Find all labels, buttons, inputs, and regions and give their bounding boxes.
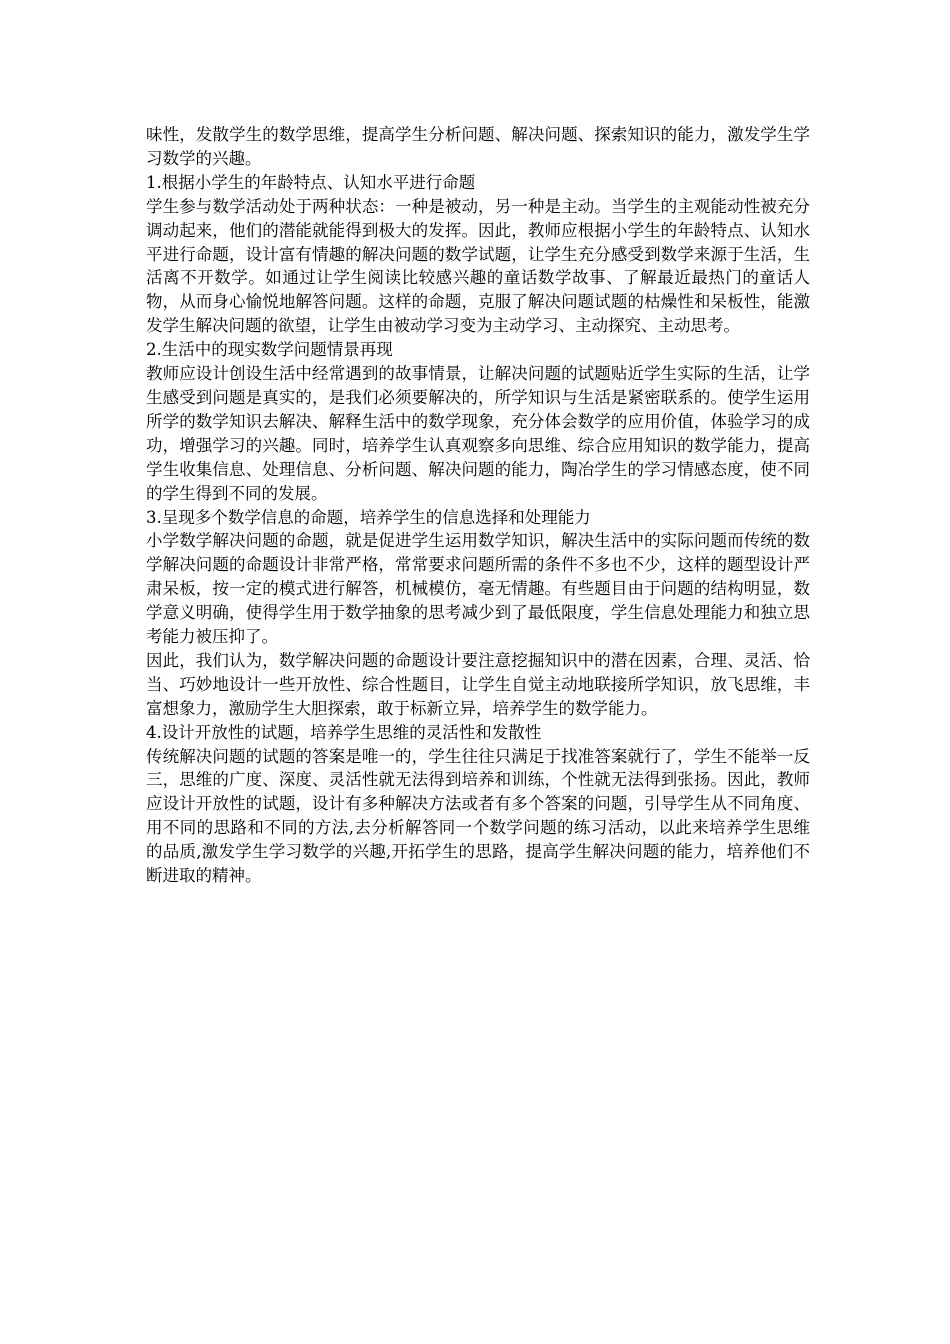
- paragraph-section-1: 学生参与数学活动处于两种状态：一种是被动，另一种是主动。当学生的主观能动性被充分调动起来，他们的潜能就能得到极大的发挥。因此，教师应根据小学生的年龄特点、认知水平进行命题，设计富有情趣的解决问题的数学试题，让学生充分感受到数学来源于生活，生活离不开数学。如通过让学生阅读比较感兴趣的童话数学故事、了解最近最热门的童话人物，从而身心愉悦地解答问题。这样的命题，克服了解决问题试题的枯燥性和呆板性，能激发学生解决问题的欲望，让学生由被动学习变为主动学习、主动探究、主动思考。: [146, 196, 810, 336]
- paragraph-section-3b: 因此，我们认为，数学解决问题的命题设计要注意挖掘知识中的潜在因素，合理、灵活、恰当、巧妙地设计一些开放性、综合性题目，让学生自觉主动地联接所学知识，放飞思维，丰富想象力，激励学生大胆探索，敢于标新立异，培养学生的数学能力。: [146, 650, 810, 718]
- section-heading-2: 2.生活中的现实数学问题情景再现: [146, 340, 393, 360]
- section-heading-3: 3.呈现多个数学信息的命题，培养学生的信息选择和处理能力: [146, 507, 591, 527]
- paragraph-section-3a: 小学数学解决问题的命题，就是促进学生运用数学知识，解决生活中的实际问题而传统的数学解决问题的命题设计非常严格，常常要求问题所需的条件不多也不少，这样的题型设计严肃呆板，按一定的模式进行解答，机械模仿，毫无情趣。有些题目由于问题的结构明显，数学意义明确，使得学生用于数学抽象的思考减少到了最低限度，学生信息处理能力和独立思考能力被压抑了。: [146, 531, 810, 647]
- paragraph-continuation: 味性，发散学生的数学思维，提高学生分析问题、解决问题、探索知识的能力，激发学生学习数学的兴趣。: [146, 125, 810, 168]
- document-body: [146, 123, 810, 888]
- section-heading-4: 4.设计开放性的试题，培养学生思维的灵活性和发散性: [146, 722, 542, 742]
- paragraph-section-2: 教师应设计创设生活中经常遇到的故事情景，让解决问题的试题贴近学生实际的生活，让学生感受到问题是真实的，是我们必须要解决的，所学知识与生活是紧密联系的。使学生运用所学的数学知识去解决、解释生活中的数学现象，充分体会数学的应用价值，体验学习的成功，增强学习的兴趣。同时，培养学生认真观察多向思维、综合应用知识的数学能力，提高学生收集信息、处理信息、分析问题、解决问题的能力，陶冶学生的学习情感态度，使不同的学生得到不同的发展。: [146, 364, 810, 503]
- section-heading-1: 1.根据小学生的年龄特点、认知水平进行命题: [146, 172, 476, 192]
- paragraph-section-4: 传统解决问题的试题的答案是唯一的，学生往往只满足于找准答案就行了，学生不能举一反三，思维的广度、深度、灵活性就无法得到培养和训练，个性就无法得到张扬。因此，教师应设计开放性的试题，设计有多种解决方法或者有多个答案的问题，引导学生从不同角度、用不同的思路和不同的方法,去分析解答同一个数学问题的练习活动，以此来培养学生思维的品质,激发学生学习数学的兴趣,开拓学生的思路，提高学生解决问题的能力，培养他们不断进取的精神。: [146, 746, 810, 886]
